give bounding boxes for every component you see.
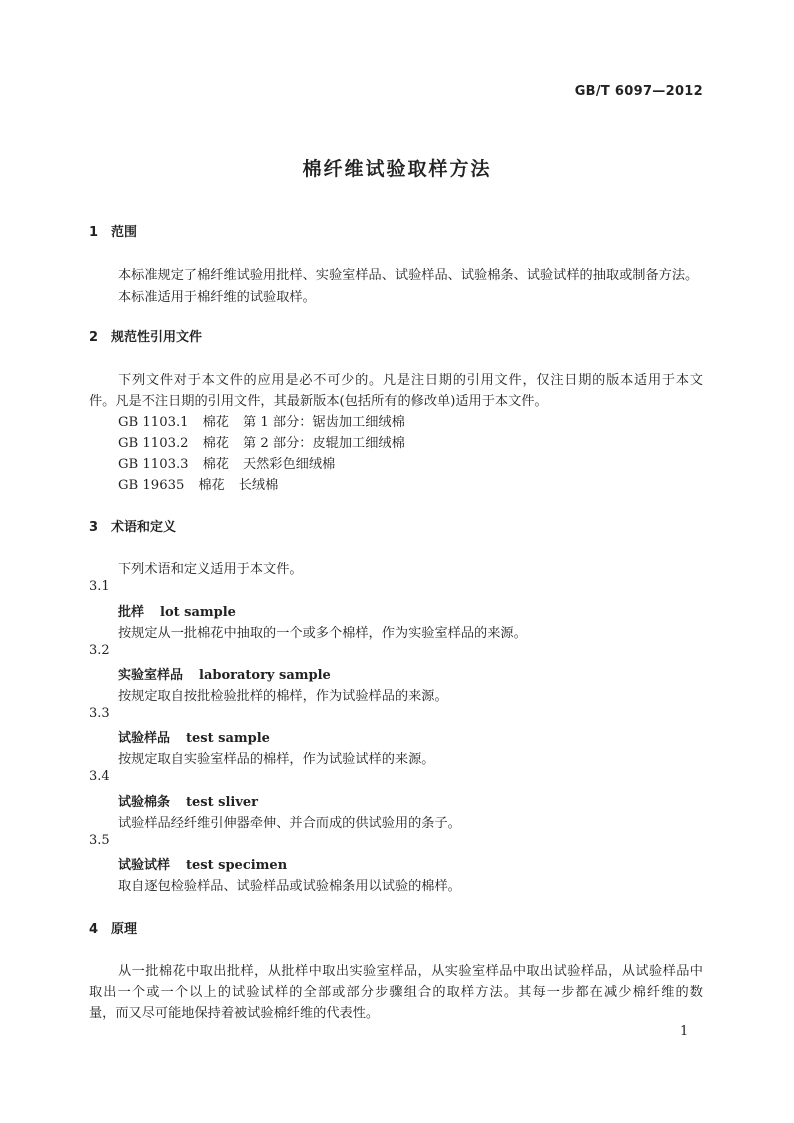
term-zh: 批样 — [118, 605, 145, 620]
reference-name: 棉花 — [202, 436, 229, 451]
term-zh: 试验试样 — [118, 858, 171, 873]
term-en: lot sample — [160, 605, 236, 620]
section-number: 2 — [89, 330, 99, 345]
paragraph-line: 件。凡是不注日期的引用文件，其最新版本(包括所有的修改单)适用于本文件。 — [89, 394, 548, 409]
term-en: test sample — [186, 731, 270, 746]
section-3-heading — [89, 516, 176, 535]
term-entry — [118, 727, 270, 746]
term-en: laboratory sample — [199, 668, 331, 683]
term-zh: 试验样品 — [118, 731, 171, 746]
paragraph: 本标准规定了棉纤维试验用批样、实验室样品、试验样品、试验棉条、试验试样的抽取或制备方法。 — [118, 268, 699, 283]
clause-number: 3.4 — [89, 769, 110, 784]
term-definition: 试验样品经纤维引伸器牵伸、并合而成的供试验用的条子。 — [118, 816, 461, 831]
clause-number: 3.2 — [89, 643, 110, 658]
reference-code: GB 1103.1 — [118, 415, 189, 430]
reference-name: 棉花 — [202, 415, 229, 430]
reference-code: GB 19635 — [118, 478, 185, 493]
reference-part: 第 2 部分：皮辊加工细绒棉 — [242, 436, 405, 451]
paragraph: 本标准适用于棉纤维的试验取样。 — [118, 290, 316, 305]
reference-item — [118, 432, 405, 451]
term-entry — [118, 601, 236, 620]
term-definition: 按规定取自按批检验批样的棉样，作为试验样品的来源。 — [118, 689, 448, 704]
term-definition: 按规定从一批棉花中抽取的一个或多个棉样，作为实验室样品的来源。 — [118, 626, 527, 641]
standard-code: GB/T 6097—2012 — [574, 84, 703, 99]
page-number: 1 — [680, 1024, 689, 1039]
reference-part: 天然彩色细绒棉 — [242, 457, 336, 472]
document-title: 棉纤维试验取样方法 — [302, 158, 492, 180]
section-2-heading — [89, 326, 202, 345]
paragraph: 下列术语和定义适用于本文件。 — [118, 562, 303, 577]
term-definition: 取自逐包检验样品、试验样品或试验棉条用以试验的棉样。 — [118, 879, 461, 894]
reference-item — [118, 453, 335, 472]
reference-part: 第 1 部分：锯齿加工细绒棉 — [242, 415, 405, 430]
reference-item — [118, 474, 278, 493]
section-title: 原理 — [111, 922, 138, 937]
paragraph-line: 从一批棉花中取出批样，从批样中取出实验室样品，从实验室样品中取出试验样品，从试验样品中 — [118, 964, 703, 979]
section-4-heading — [89, 918, 137, 937]
term-zh: 试验棉条 — [118, 795, 171, 810]
reference-code: GB 1103.2 — [118, 436, 189, 451]
section-number: 1 — [89, 225, 99, 240]
section-number: 4 — [89, 922, 99, 937]
term-definition: 按规定取自实验室样品的棉样，作为试验试样的来源。 — [118, 752, 435, 767]
paragraph-line: 取出一个或一个以上的试验试样的全部或部分步骤组合的取样方法。其每一步都在减少棉纤维的数 — [89, 985, 703, 1000]
clause-number: 3.3 — [89, 706, 110, 721]
reference-part: 长绒棉 — [238, 478, 279, 493]
section-title: 规范性引用文件 — [111, 330, 203, 345]
term-entry — [118, 854, 287, 873]
reference-name: 棉花 — [202, 457, 229, 472]
section-title: 术语和定义 — [111, 520, 177, 535]
section-title: 范围 — [111, 225, 138, 240]
term-en: test specimen — [186, 858, 288, 873]
clause-number: 3.1 — [89, 579, 110, 594]
section-number: 3 — [89, 520, 99, 535]
term-entry — [118, 791, 258, 810]
clause-number: 3.5 — [89, 833, 110, 848]
paragraph-line: 量，而又尽可能地保持着被试验棉纤维的代表性。 — [89, 1006, 380, 1021]
term-zh: 实验室样品 — [118, 668, 184, 683]
paragraph-line: 下列文件对于本文件的应用是必不可少的。凡是注日期的引用文件，仅注日期的版本适用于本文 — [118, 373, 703, 388]
reference-item — [118, 411, 405, 430]
term-entry — [118, 664, 331, 683]
reference-code: GB 1103.3 — [118, 457, 189, 472]
term-en: test sliver — [186, 795, 259, 810]
reference-name: 棉花 — [198, 478, 225, 493]
section-1-heading — [89, 221, 137, 240]
